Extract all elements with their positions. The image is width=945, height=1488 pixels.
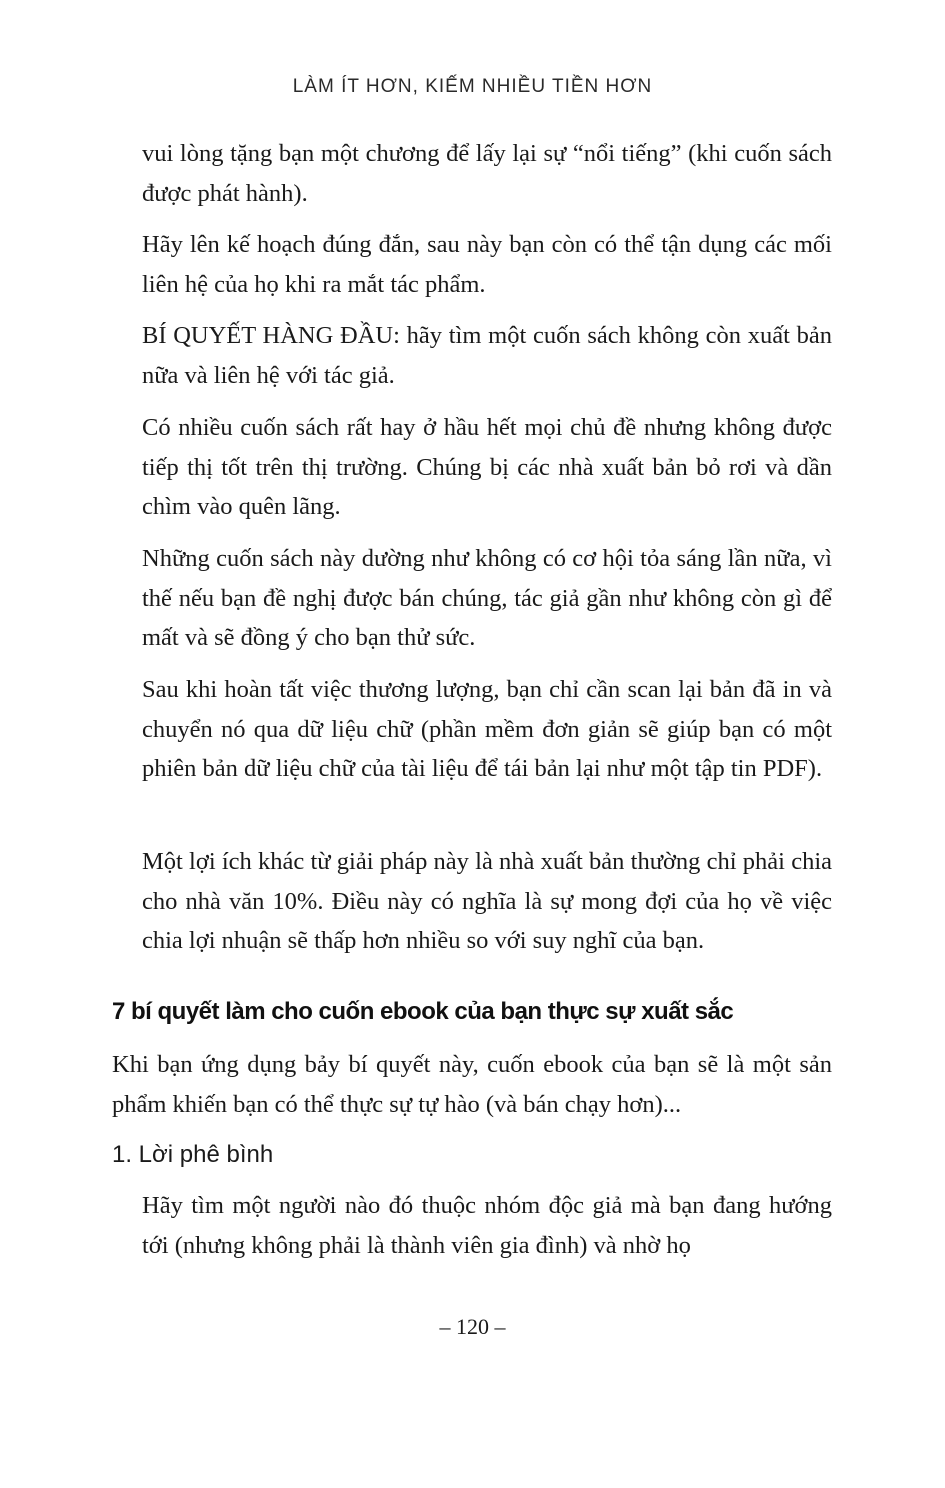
section-intro: Khi bạn ứng dụng bảy bí quyết này, cuốn ebook của bạn sẽ là một sản phẩm khiến bạn có thể thực sự tự hào (và bán chạy hơn)...: [112, 1051, 832, 1118]
list-item-title: 1. Lời phê bình: [112, 1141, 274, 1168]
section-heading: 7 bí quyết làm cho cuốn ebook của bạn thực sự xuất sắc: [112, 998, 734, 1025]
paragraph: Những cuốn sách này dường như không có cơ hội tỏa sáng lần nữa, vì thế nếu bạn đề nghị được bán chúng, tác giả gần như không còn gì để mất và sẽ đồng ý cho bạn thử sức.: [142, 545, 832, 651]
paragraph: Có nhiều cuốn sách rất hay ở hầu hết mọi chủ đề nhưng không được tiếp thị tốt trên thị trường. Chúng bị các nhà xuất bản bỏ rơi và dần chìm vào quên lãng.: [142, 414, 832, 520]
list-item-text: Hãy tìm một người nào đó thuộc nhóm độc giả mà bạn đang hướng tới (nhưng không phải là thành viên gia đình) và nhờ họ: [142, 1192, 832, 1259]
running-header: LÀM ÍT HƠN, KIẾM NHIỀU TIỀN HƠN: [292, 76, 653, 97]
paragraph-tip: BÍ QUYẾT HÀNG ĐẦU: hãy tìm một cuốn sách không còn xuất bản nữa và liên hệ với tác giả.: [142, 322, 832, 389]
paragraph: Một lợi ích khác từ giải pháp này là nhà xuất bản thường chỉ phải chia cho nhà văn 10%. Điều này có nghĩa là sự mong đợi của họ về việc chia lợi nhuận sẽ thấp hơn nhiều so với suy nghĩ của bạn.: [142, 848, 832, 954]
paragraph: Hãy lên kế hoạch đúng đắn, sau này bạn còn có thể tận dụng các mối liên hệ của họ khi ra mắt tác phẩm.: [142, 231, 832, 298]
page-number: – 120 –: [439, 1314, 506, 1339]
paragraph: vui lòng tặng bạn một chương để lấy lại sự “nổi tiếng” (khi cuốn sách được phát hành).: [142, 140, 832, 207]
paragraph: Sau khi hoàn tất việc thương lượng, bạn chỉ cần scan lại bản đã in và chuyển nó qua dữ liệu chữ (phần mềm đơn giản sẽ giúp bạn có một phiên bản dữ liệu chữ của tài liệu để tái bản lại như một tập tin PDF).: [142, 676, 832, 782]
